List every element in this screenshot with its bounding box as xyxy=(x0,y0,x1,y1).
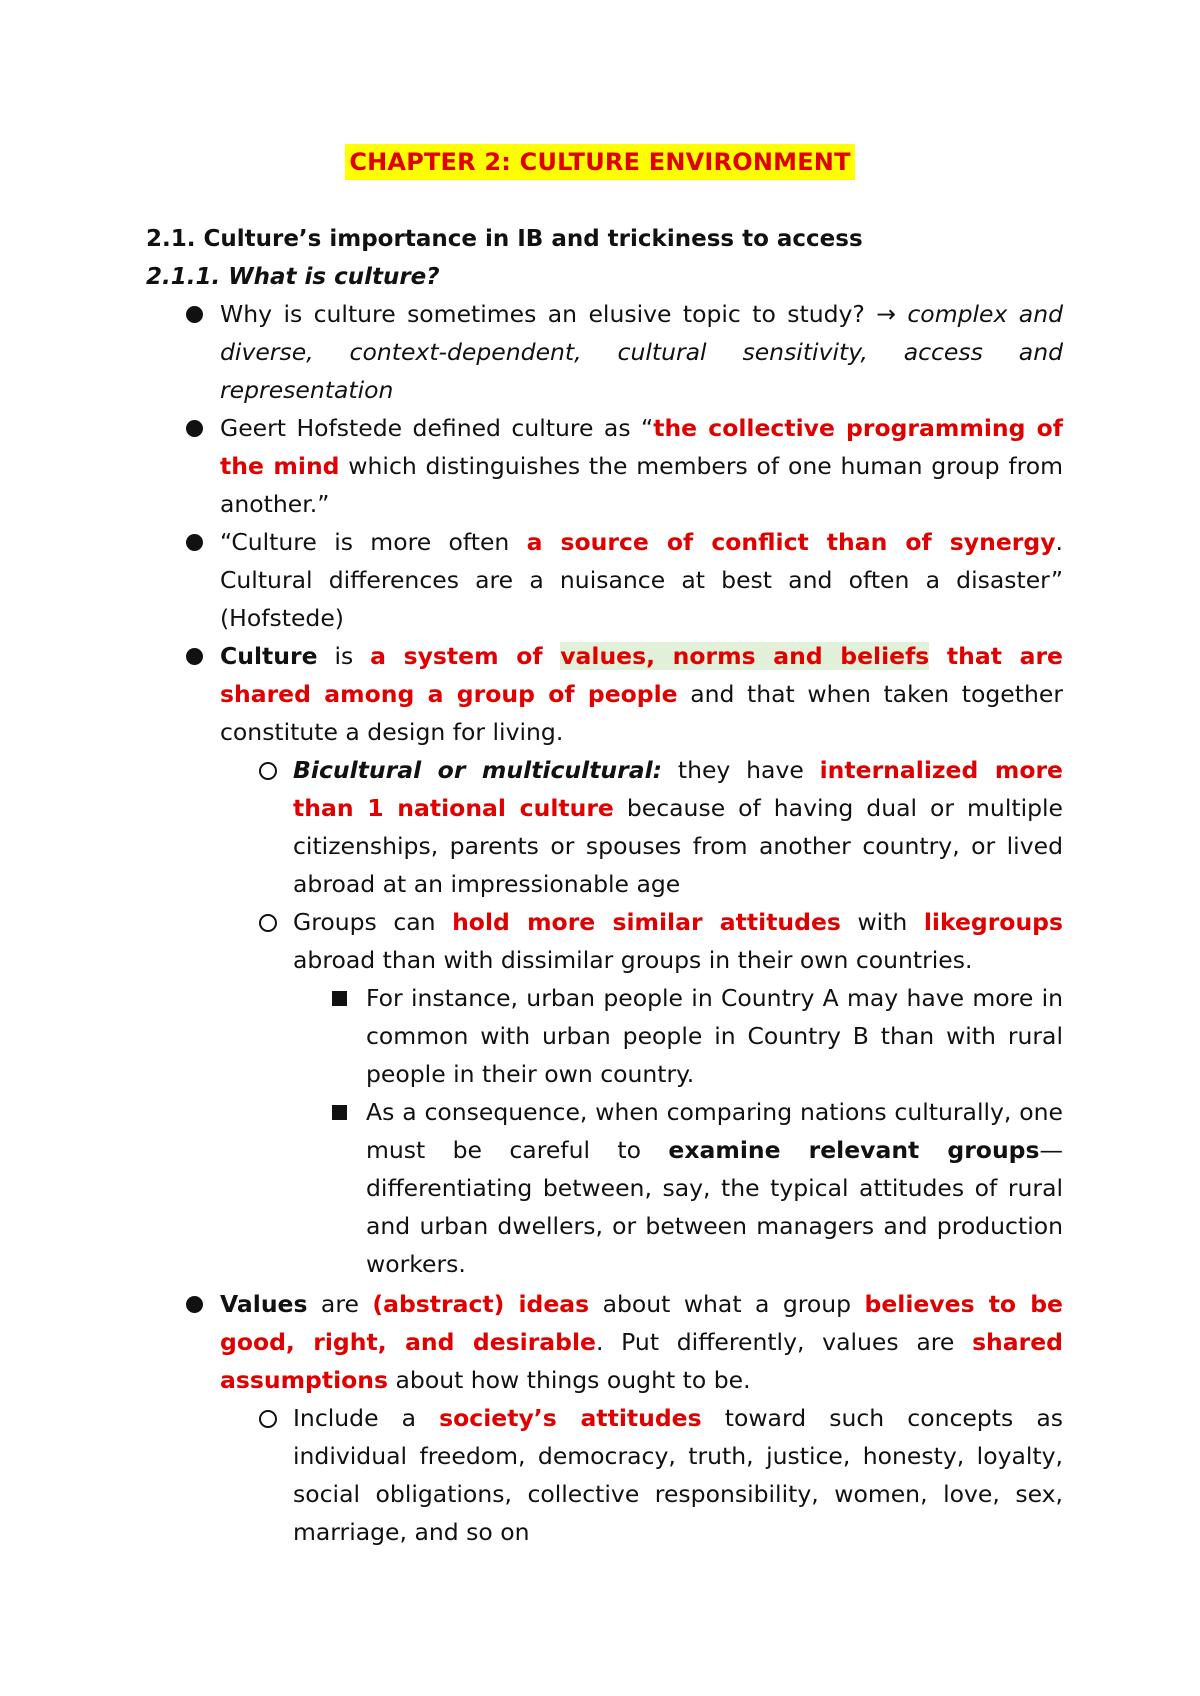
highlight-run: internalized more than 1 national culture xyxy=(293,756,1063,822)
bold-run: examine relevant groups xyxy=(668,1136,1040,1164)
chapter-title-wrap xyxy=(0,144,1200,180)
text-run: are xyxy=(307,1290,373,1318)
text-run: Geert Hofstede defined culture as “ xyxy=(220,414,654,442)
text-run: Why is culture sometimes an elusive topic to study? → xyxy=(220,300,908,328)
list-item-instance xyxy=(366,979,1063,1093)
chapter-title: CHAPTER 2: CULTURE ENVIRONMENT xyxy=(345,144,854,180)
list-item-consequence xyxy=(366,1093,1063,1283)
highlight-run: (abstract) ideas xyxy=(372,1290,590,1318)
text-run: . Put differently, values are xyxy=(595,1328,973,1356)
square-bullet-icon xyxy=(332,991,347,1006)
text-run: about what a group xyxy=(589,1290,865,1318)
green-highlight-run: values, norms and beliefs xyxy=(560,642,930,670)
text-run: Groups can xyxy=(293,908,453,936)
circle-bullet-icon xyxy=(259,762,277,780)
list-item-conflict xyxy=(220,523,1063,637)
list-item-elusive xyxy=(220,295,1063,409)
highlight-run: a system of xyxy=(370,642,561,670)
section-heading: 2.1. Culture’s importance in IB and trickiness to access xyxy=(146,226,863,252)
text-run: and that when taken together constitute a design for living. xyxy=(220,680,1063,746)
circle-bullet-icon xyxy=(259,914,277,932)
disc-bullet-icon xyxy=(186,420,203,437)
disc-bullet-icon xyxy=(186,534,203,551)
disc-bullet-icon xyxy=(186,306,203,323)
text-run: abroad than with dissimilar groups in their own countries. xyxy=(293,946,973,974)
list-item-include xyxy=(293,1399,1063,1551)
list-item-culture-definition xyxy=(220,637,1063,751)
text-run: . Cultural differences are a nuisance at best and often a disaster” (Hofstede) xyxy=(220,528,1063,632)
bold-italic-run: Bicultural or multicultural: xyxy=(293,756,663,784)
text-run: As a consequence, when comparing nations culturally, one must be careful to xyxy=(366,1098,1063,1164)
square-bullet-icon xyxy=(332,1105,347,1120)
circle-bullet-icon xyxy=(259,1410,277,1428)
text-run: Include a xyxy=(293,1404,440,1432)
list-item-hofstede-definition xyxy=(220,409,1063,523)
text-run: toward such concepts as individual freedom, democracy, truth, justice, honesty, loyalty, social obligations, collective responsibility, women, love, sex, marriage, and so on xyxy=(293,1404,1063,1546)
list-item-groups xyxy=(293,903,1063,979)
text-run: they have xyxy=(662,756,820,784)
text-run: For instance, urban people in Country A may have more in common with urban people in Country B than with rural people in their own country. xyxy=(366,984,1063,1088)
list-item-values xyxy=(220,1285,1063,1399)
disc-bullet-icon xyxy=(186,648,203,665)
text-run: because of having dual or multiple citizenships, parents or spouses from another country, or lived abroad at an impressionable age xyxy=(293,794,1064,898)
highlight-run: hold more similar attitudes xyxy=(452,908,841,936)
disc-bullet-icon xyxy=(186,1296,203,1313)
highlight-run: that are shared among a group of people xyxy=(220,642,1063,708)
text-run: with xyxy=(840,908,924,936)
highlight-run: a source of conflict than of synergy xyxy=(526,528,1056,556)
bold-run: Culture xyxy=(220,642,318,670)
highlight-run: society’s attitudes xyxy=(439,1404,702,1432)
highlight-run: likegroups xyxy=(923,908,1063,936)
text-run: about how things ought to be. xyxy=(388,1366,751,1394)
text-run: which distinguishes the members of one human group from another.” xyxy=(220,452,1064,518)
bold-run: Values xyxy=(220,1290,308,1318)
text-run: “Culture is more often xyxy=(220,528,527,556)
highlight-run: believes to be good, right, and desirable xyxy=(220,1290,1063,1356)
list-item-bicultural xyxy=(293,751,1063,903)
text-run: is xyxy=(317,642,371,670)
italic-run: complex and diverse, context-dependent, cultural sensitivity, access and representation xyxy=(220,300,1064,404)
subsection-heading: 2.1.1. What is culture? xyxy=(146,264,440,290)
highlight-run: the collective programming of the mind xyxy=(220,414,1063,480)
text-run: —differentiating between, say, the typical attitudes of rural and urban dwellers, or between managers and production workers. xyxy=(366,1136,1063,1278)
highlight-run: shared assumptions xyxy=(220,1328,1063,1394)
